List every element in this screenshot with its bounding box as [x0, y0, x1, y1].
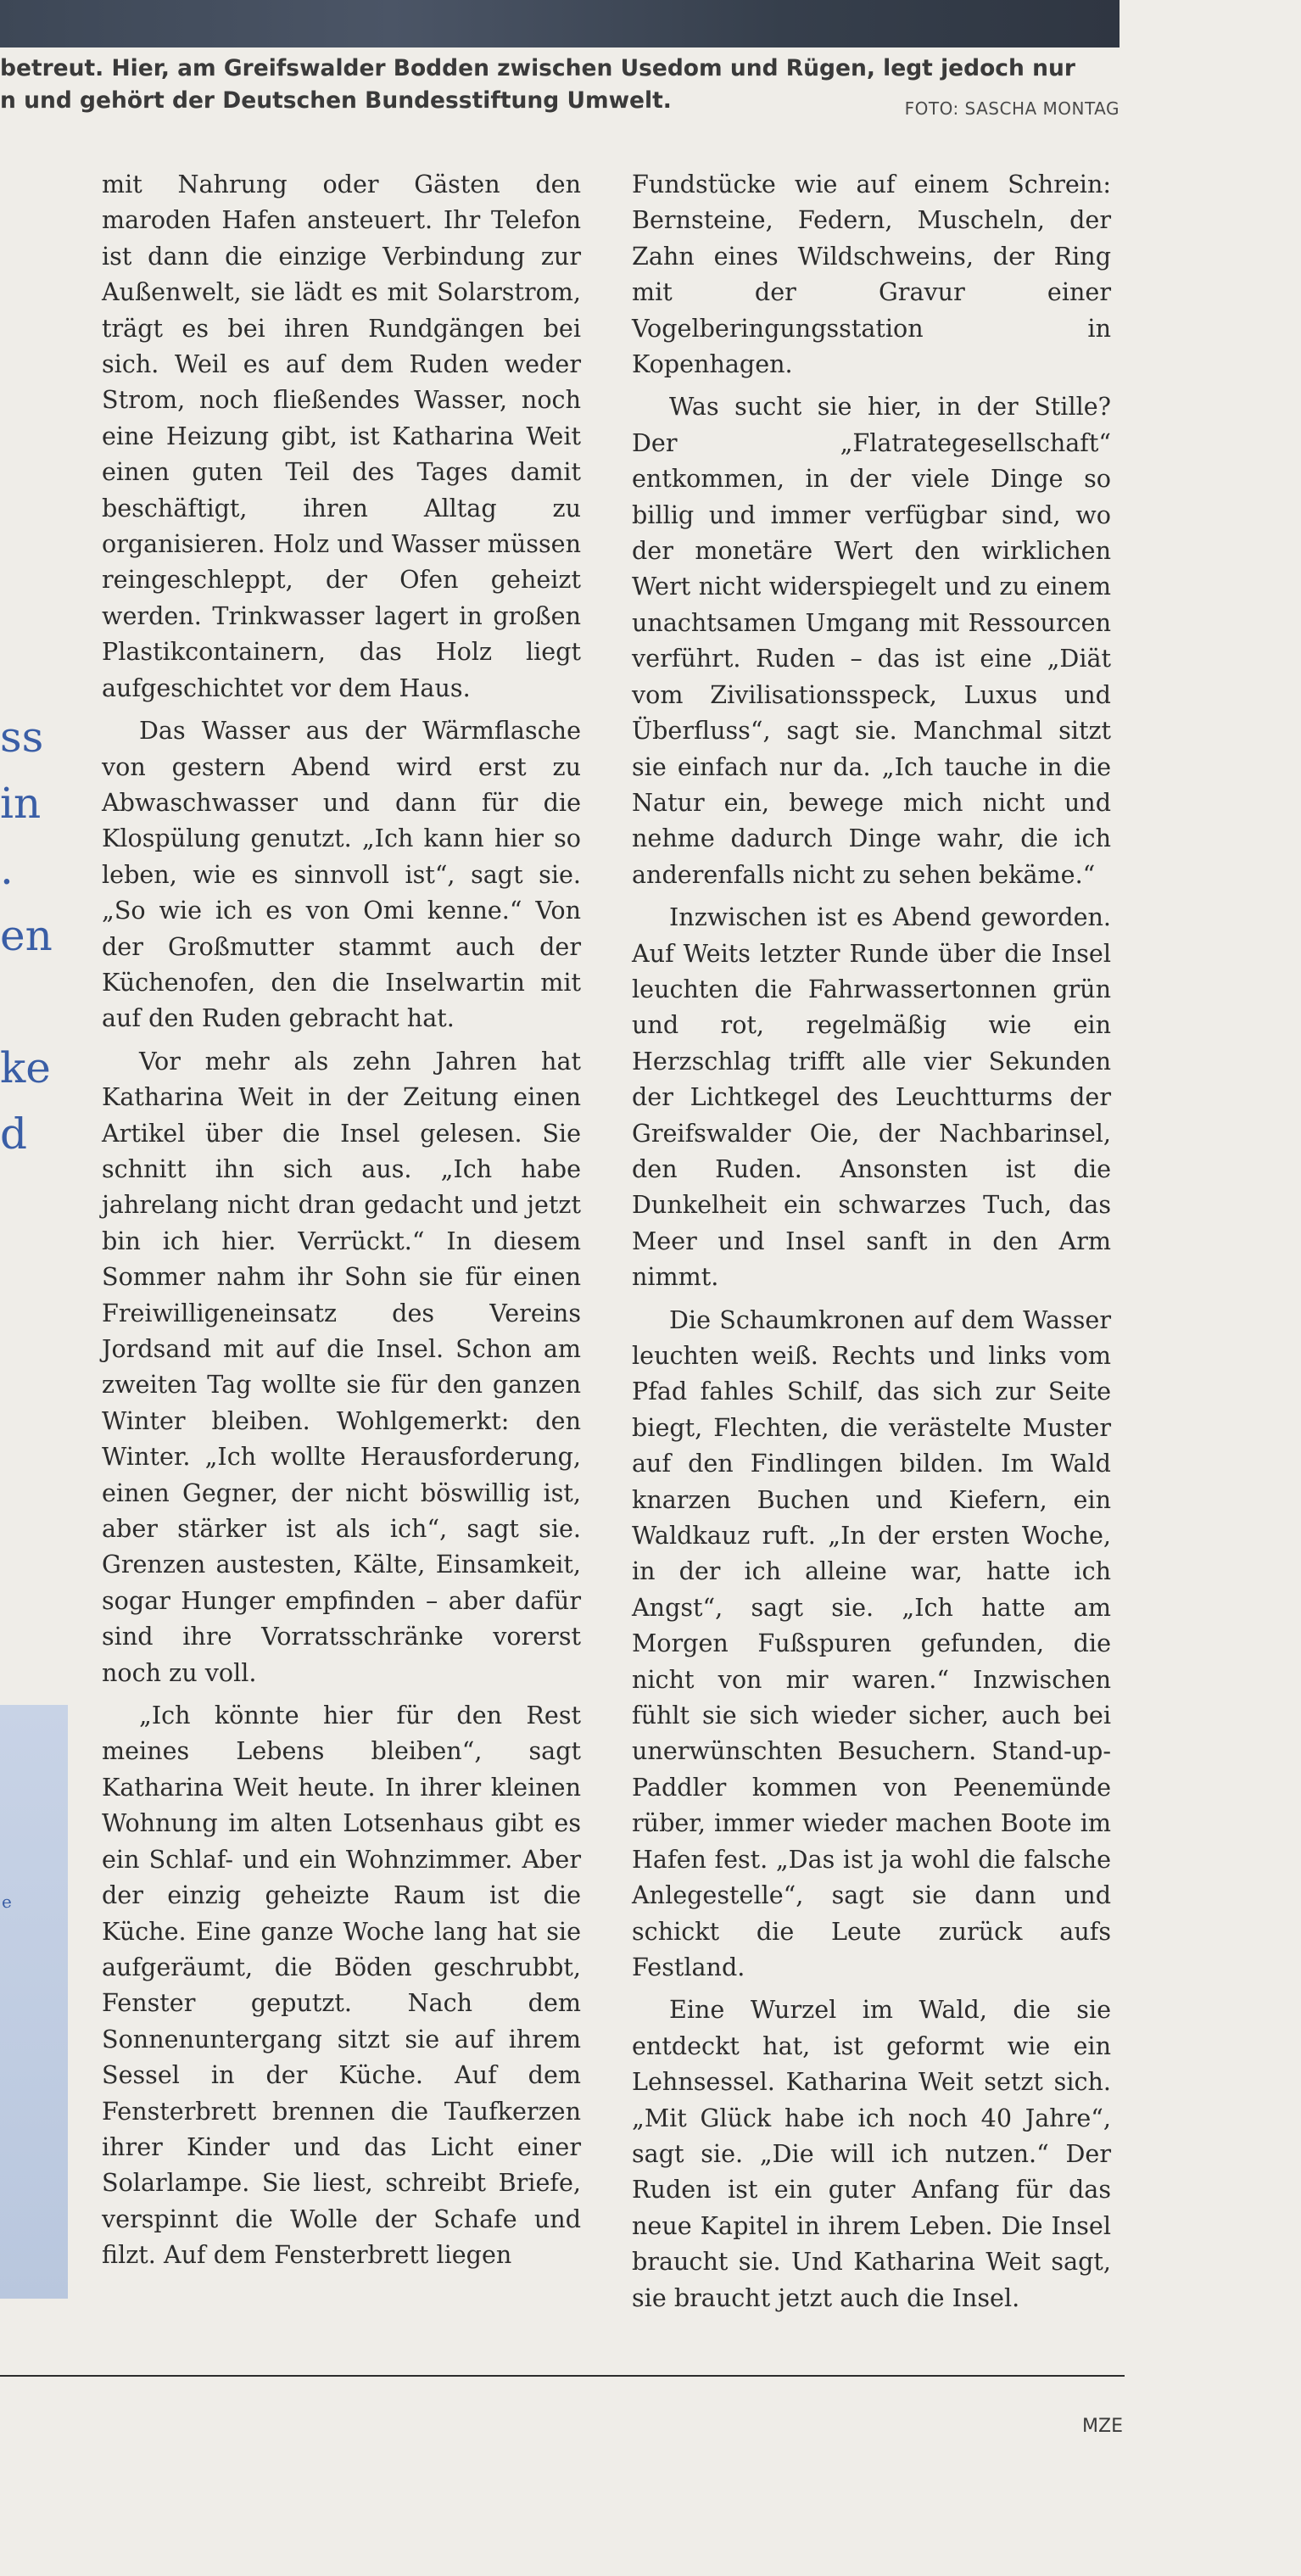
article-paragraph: Fundstücke wie auf einem Schrein: Bernsteine, Federn, Muscheln, der Zahn eines Wildschweins, der Ring mit der Gravur einer Vogelberingungsstation in Kopenhagen. — [632, 170, 1111, 379]
fragment-text: ss — [0, 712, 44, 762]
caption-line-2: n und gehört der Deutschen Bundesstiftung Umwelt. — [0, 87, 672, 114]
photo-credit: FOTO: SASCHA MONTAG — [904, 98, 1120, 119]
article-column-right — [632, 166, 1111, 2316]
fragment-text: in — [0, 779, 42, 828]
article-paragraph: Was sucht sie hier, in der Stille? Der „Flatrategesellschaft“ entkommen, in der viele Dinge so billig und immer verfügbar sind, wo der monetäre Wert den wirklichen Wert nicht widerspiegelt und zu einem unachtsamen Umgang mit Ressourcen verführt. Ruden – das ist eine „Diät vom Zivilisationsspeck, Luxus und Überfluss“, sagt sie. Manchmal sitzt sie einfach nur da. „Ich tauche in die Natur ein, bewege mich nicht und nehme dadurch Dinge wahr, die ich anderenfalls nicht zu sehen bekäme.“ — [632, 392, 1111, 889]
edition-tag: MZE — [1082, 2416, 1123, 2437]
article-paragraph: mit Nahrung oder Gästen den maroden Hafen ansteuert. Ihr Telefon ist dann die einzige Verbindung zur Außenwelt, sie lädt es mit Solarstrom, trägt es bei ihren Rundgängen bei sich. Weil es auf dem Ruden weder Strom, noch fließendes Wasser, noch eine Heizung gibt, ist Katharina Weit einen guten Teil des Tages damit beschäftigt, ihren Alltag zu organisieren. Holz und Wasser müssen reingeschleppt, der Ofen geheizt werden. Trinkwasser lagert in großen Plastikcontainern, das Holz liegt aufgeschichtet vor dem Haus. — [102, 170, 581, 702]
fragment-text — [0, 969, 68, 1035]
left-info-box — [0, 1705, 68, 2299]
fragment-text: en — [0, 911, 53, 960]
article-paragraph: Eine Wurzel im Wald, die sie entdeckt hat, ist geformt wie ein Lehnsessel. Katharina Weit setzt sich. „Mit Glück habe ich noch 40 Jahre“, sagt sie. „Die will ich nutzen.“ Der Ruden ist ein guter Anfang für das neue Kapitel in ihrem Leben. Die Insel braucht sie. Und Katharina Weit sagt, sie braucht jetzt auch die Insel. — [632, 1995, 1111, 2312]
article-paragraph: Inzwischen ist es Abend geworden. Auf Weits letzter Runde über die Insel leuchten die Fahrwassertonnen grün und rot, regelmäßig wie ein Herzschlag trifft alle vier Sekunden der Lichtkegel des Leuchtturms der Greifswalder Oie, der Nachbarinsel, den Ruden. Ansonsten ist die Dunkelheit ein schwarzes Tuch, das Meer und Insel sanft in den Arm nimmt. — [632, 902, 1111, 1292]
fragment-text: d — [0, 1109, 28, 1159]
article-paragraph: „Ich könnte hier für den Rest meines Lebens bleiben“, sagt Katharina Weit heute. In ihrer kleinen Wohnung im alten Lotsenhaus gibt es ein Schlaf- und ein Wohnzimmer. Aber der einzig geheizte Raum ist die Küche. Eine ganze Woche lang hat sie aufgeräumt, die Böden geschrubbt, Fenster geputzt. Nach dem Sonnenuntergang sitzt sie auf ihrem Sessel in der Küche. Auf dem Fensterbrett brennen die Taufkerzen ihrer Kinder und das Licht einer Solarlampe. Sie liest, schreibt Briefe, verspinnt die Wolle der Schafe und filzt. Auf dem Fensterbrett liegen — [102, 1701, 581, 2270]
fragment-text: . — [0, 845, 14, 894]
article-paragraph: Das Wasser aus der Wärmflasche von gestern Abend wird erst zu Abwaschwasser und dann für die Klospülung genutzt. „Ich kann hier so leben, wie es sinnvoll ist“, sagt sie. „So wie ich es von Omi kenne.“ Von der Großmutter stammt auch der Küchenofen, den die Inselwartin mit auf den Ruden gebracht hat. — [102, 716, 581, 1033]
caption-line-1: betreut. Hier, am Greifswalder Bodden zwischen Usedom und Rügen, legt jedoch nur — [0, 55, 1075, 81]
photo-edge — [0, 0, 1120, 47]
article-column-left — [102, 166, 581, 2273]
info-box-text: e — [2, 1891, 12, 1912]
article-paragraph: Die Schaumkronen auf dem Wasser leuchten weiß. Rechts und links vom Pfad fahles Schilf, das sich zur Seite biegt, Flechten, die verästelte Muster auf den Findlingen bilden. Im Wald knarzen Buchen und Kiefern, ein Waldkauz ruft. „In der ersten Woche, in der ich alleine war, hatte ich Angst“, sagt sie. „Ich hatte am Morgen Fußspuren gefunden, die nicht von mir waren.“ Inzwischen fühlt sie sich wieder sicher, auch bei unerwünschten Besuchern. Stand-up-Paddler kommen von Peenemünde rüber, immer wieder machen Boote im Hafen fest. „Das ist ja wohl die falsche Anlegestelle“, sagt sie dann und schickt die Leute zurück aufs Festland. — [632, 1305, 1111, 1981]
left-column-fragments — [0, 704, 68, 1167]
bottom-divider — [0, 2375, 1125, 2377]
fragment-text: ke — [0, 1043, 51, 1092]
article-paragraph: Vor mehr als zehn Jahren hat Katharina Weit in der Zeitung einen Artikel über die Insel gelesen. Sie schnitt ihn sich aus. „Ich habe jahrelang nicht dran gedacht und jetzt bin ich hier. Verrückt.“ In diesem Sommer nahm ihr Sohn sie für einen Freiwilligeneinsatz des Vereins Jordsand mit auf die Insel. Schon am zweiten Tag wollte sie für den ganzen Winter bleiben. Wohlgemerkt: den Winter. „Ich wollte Herausforderung, einen Gegner, der nicht böswillig ist, aber stärker ist als ich“, sagt sie. Grenzen austesten, Kälte, Einsamkeit, sogar Hunger empfinden – aber dafür sind ihre Vorratsschränke vorerst noch zu voll. — [102, 1046, 581, 1687]
